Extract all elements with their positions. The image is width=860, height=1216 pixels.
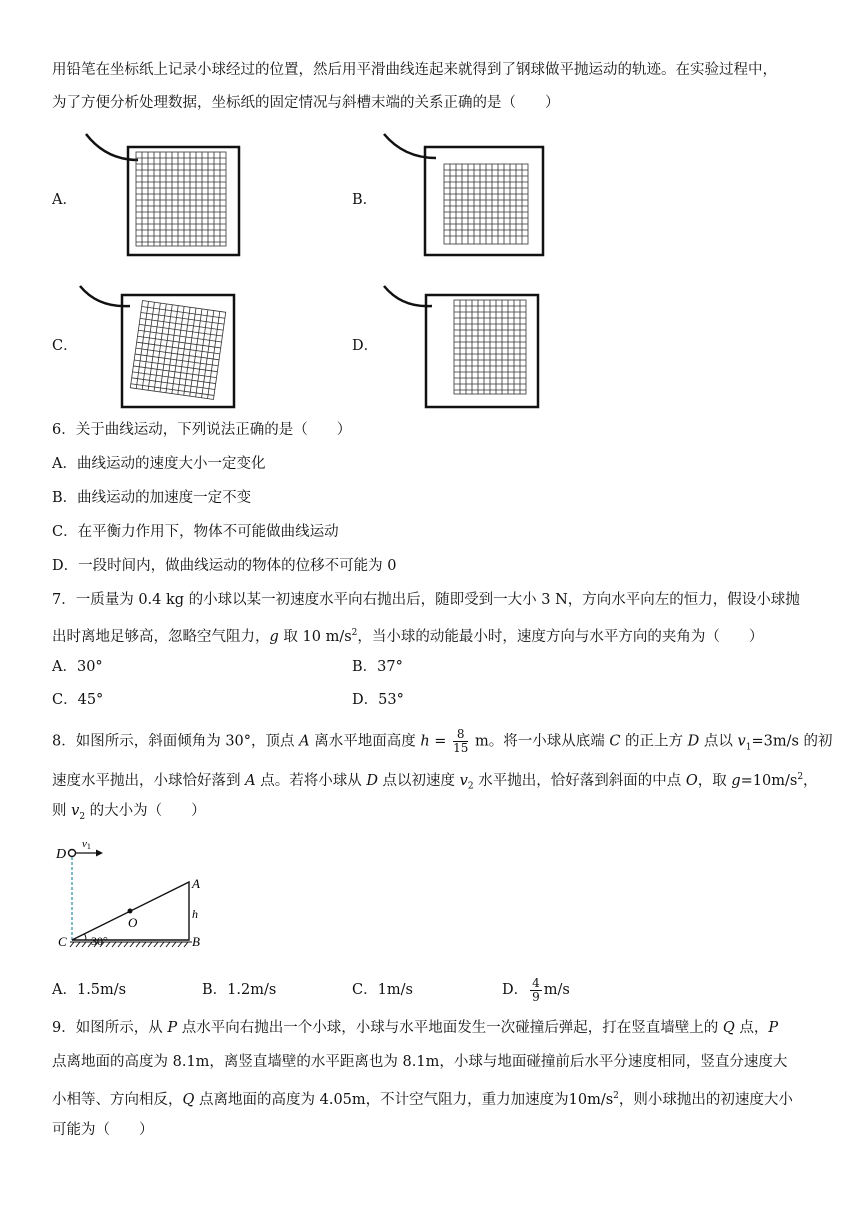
q9-text: 点水平向右抛出一个小球，小球与水平地面发生一次碰撞后弹起，打在竖直墙壁上的 xyxy=(177,1020,723,1036)
grid-paper xyxy=(136,152,226,246)
grid-paper xyxy=(454,300,526,394)
q7-g: g xyxy=(269,628,279,645)
q9-text: 小相等、方向相反， xyxy=(52,1091,183,1108)
q8-stem-line2 xyxy=(52,767,818,797)
q9-stem-line3 xyxy=(52,1086,793,1110)
q5-option-a-figure xyxy=(84,130,244,260)
q8-var: v xyxy=(71,803,80,819)
q8-option-d-unit: m/s xyxy=(543,982,570,998)
q6-stem: 6．关于曲线运动，下列说法正确的是（ ） xyxy=(52,422,352,438)
q8-option-c: C．1m/s xyxy=(352,982,413,998)
q9-text: ，则小球抛出的初速度大小 xyxy=(618,1091,793,1108)
q5-option-c-label: C． xyxy=(52,338,78,354)
q8-stem-line3 xyxy=(52,801,206,827)
q8-sup: 2 xyxy=(797,772,804,782)
q8-var: D xyxy=(687,733,700,750)
q7-stem-line1: 7．一质量为 0.4 kg 的小球以某一初速度水平向右抛出后，随即受到一大小 3 N，方向水平向左的恒力，假设小球抛 xyxy=(52,592,800,608)
q9-text: 9．如图所示，从 xyxy=(52,1020,168,1036)
point-D xyxy=(69,850,76,857)
q9-stem-line2: 点离地面的高度为 8.1m，离竖直墙壁的水平距离也为 8.1m，小球与地面碰撞前后水平分速度相同，竖直分速度大 xyxy=(52,1054,788,1070)
point-O xyxy=(128,909,133,914)
q8-option-d-label: D． xyxy=(502,982,529,998)
q5-stem-line2: 为了方便分析处理数据，坐标纸的固定情况与斜槽末端的关系正确的是（ ） xyxy=(52,95,560,111)
q8-text: 点以 xyxy=(699,733,738,750)
q8-text: ，取 xyxy=(697,772,732,789)
q8-var: v xyxy=(737,733,746,750)
label-A: A xyxy=(192,876,200,891)
frac-den: 9 xyxy=(532,989,540,1004)
grid-paper xyxy=(444,164,528,244)
q9-stem-line1 xyxy=(52,1018,778,1038)
q8-var: D xyxy=(366,772,378,789)
q7-text: 出时离地足够高，忽略空气阻力， xyxy=(52,628,270,645)
q8-text: 的正上方 xyxy=(620,733,688,750)
q6-option-c: C．在平衡力作用下，物体不可能做曲线运动 xyxy=(52,524,339,540)
q8-text: =10m/s xyxy=(740,772,798,789)
q9-var: P xyxy=(768,1020,779,1036)
q9-text: 点离地面的高度为 4.05m，不计空气阻力，重力加速度为10m/s xyxy=(194,1091,614,1108)
q6-option-b: B．曲线运动的加速度一定不变 xyxy=(52,490,252,506)
q7-option-a: A．30° xyxy=(52,659,103,675)
ground-hatching xyxy=(70,942,192,947)
q7-option-d: D．53° xyxy=(352,692,404,708)
q8-var: A xyxy=(245,772,256,789)
q9-var: Q xyxy=(182,1091,195,1108)
frac-den: 15 xyxy=(453,741,469,755)
v1-arrow-head xyxy=(96,850,103,857)
q7-option-b: B．37° xyxy=(352,659,403,675)
q8-text: 则 xyxy=(52,803,72,819)
q8-text: 点。若将小球从 xyxy=(255,772,367,789)
angle-arc xyxy=(85,934,87,941)
q5-option-a-label: A． xyxy=(52,192,77,208)
q9-text: 点， xyxy=(734,1020,769,1036)
q8-sub: 2 xyxy=(79,811,86,822)
q8-sub: 2 xyxy=(467,781,474,792)
q8-option-d-fraction xyxy=(530,977,542,1004)
frac-num: 4 xyxy=(532,975,540,990)
q8-option-a: A．1.5m/s xyxy=(52,982,127,998)
q9-stem-line4: 可能为（ ） xyxy=(52,1122,154,1138)
q7-option-c: C．45° xyxy=(52,692,104,708)
q5-option-d-figure xyxy=(380,282,545,412)
q5-option-c-figure xyxy=(78,282,243,412)
q8-option-d xyxy=(502,973,570,1007)
label-angle: 30° xyxy=(91,934,108,948)
q8-text: 水平抛出，恰好落到斜面的中点 xyxy=(473,772,686,789)
q8-var: O xyxy=(685,772,698,789)
q8-text: 点以初速度 xyxy=(377,772,460,789)
q6-option-a: A．曲线运动的速度大小一定变化 xyxy=(52,456,266,472)
q7-stem-line2 xyxy=(52,623,763,647)
q8-stem-line1 xyxy=(52,728,833,760)
q8-text: 速度水平抛出，小球恰好落到 xyxy=(52,772,246,789)
grid-paper xyxy=(130,301,225,400)
q8-text: = xyxy=(429,733,452,750)
q9-var: P xyxy=(167,1020,178,1036)
q8-sub: 1 xyxy=(745,742,752,753)
q6-option-d: D．一段时间内，做曲线运动的物体的位移不可能为 0 xyxy=(52,558,397,574)
q8-text: ， xyxy=(803,772,818,789)
label-h: h xyxy=(192,907,198,921)
q5-option-d-label: D． xyxy=(352,338,379,354)
q8-var: h xyxy=(420,733,430,750)
q8-incline-figure xyxy=(52,836,222,960)
q7-text: 取 10 m/s xyxy=(278,628,352,645)
label-v1: v1 xyxy=(82,838,91,851)
q8-text: 离水平地面高度 xyxy=(309,733,421,750)
q7-sup: 2 xyxy=(351,628,358,638)
q5-stem-line1: 用铅笔在坐标纸上记录小球经过的位置，然后用平滑曲线连起来就得到了钢球做平抛运动的轨迹。在实验过程中， xyxy=(52,62,777,78)
q8-text: 。将一小球从底端 xyxy=(488,733,610,750)
label-O: O xyxy=(128,915,138,930)
q8-var: g xyxy=(731,772,741,789)
q8-var: C xyxy=(609,733,621,750)
q8-text: =3m/s 的初 xyxy=(751,733,833,750)
board-frame xyxy=(425,147,543,255)
label-C: C xyxy=(58,934,67,949)
label-B: B xyxy=(192,934,200,949)
q8-height-fraction xyxy=(453,728,468,755)
frac-num: 8 xyxy=(453,728,468,742)
q5-option-b-label: B． xyxy=(352,192,378,208)
q8-var: v xyxy=(459,772,468,789)
q8-text: 的大小为（ ） xyxy=(85,803,206,819)
q9-var: Q xyxy=(722,1020,735,1036)
q8-text: 8．如图所示，斜面倾角为 30°，顶点 xyxy=(52,733,300,750)
q8-var: A xyxy=(299,733,310,750)
q5-option-b-figure xyxy=(380,130,550,260)
q8-option-b: B．1.2m/s xyxy=(202,982,277,998)
board-frame xyxy=(128,147,239,255)
q8-text: m xyxy=(470,733,489,750)
label-D: D xyxy=(56,847,67,862)
q7-text: ，当小球的动能最小时，速度方向与水平方向的夹角为（ ） xyxy=(357,628,764,645)
q9-sup: 2 xyxy=(613,1091,619,1101)
